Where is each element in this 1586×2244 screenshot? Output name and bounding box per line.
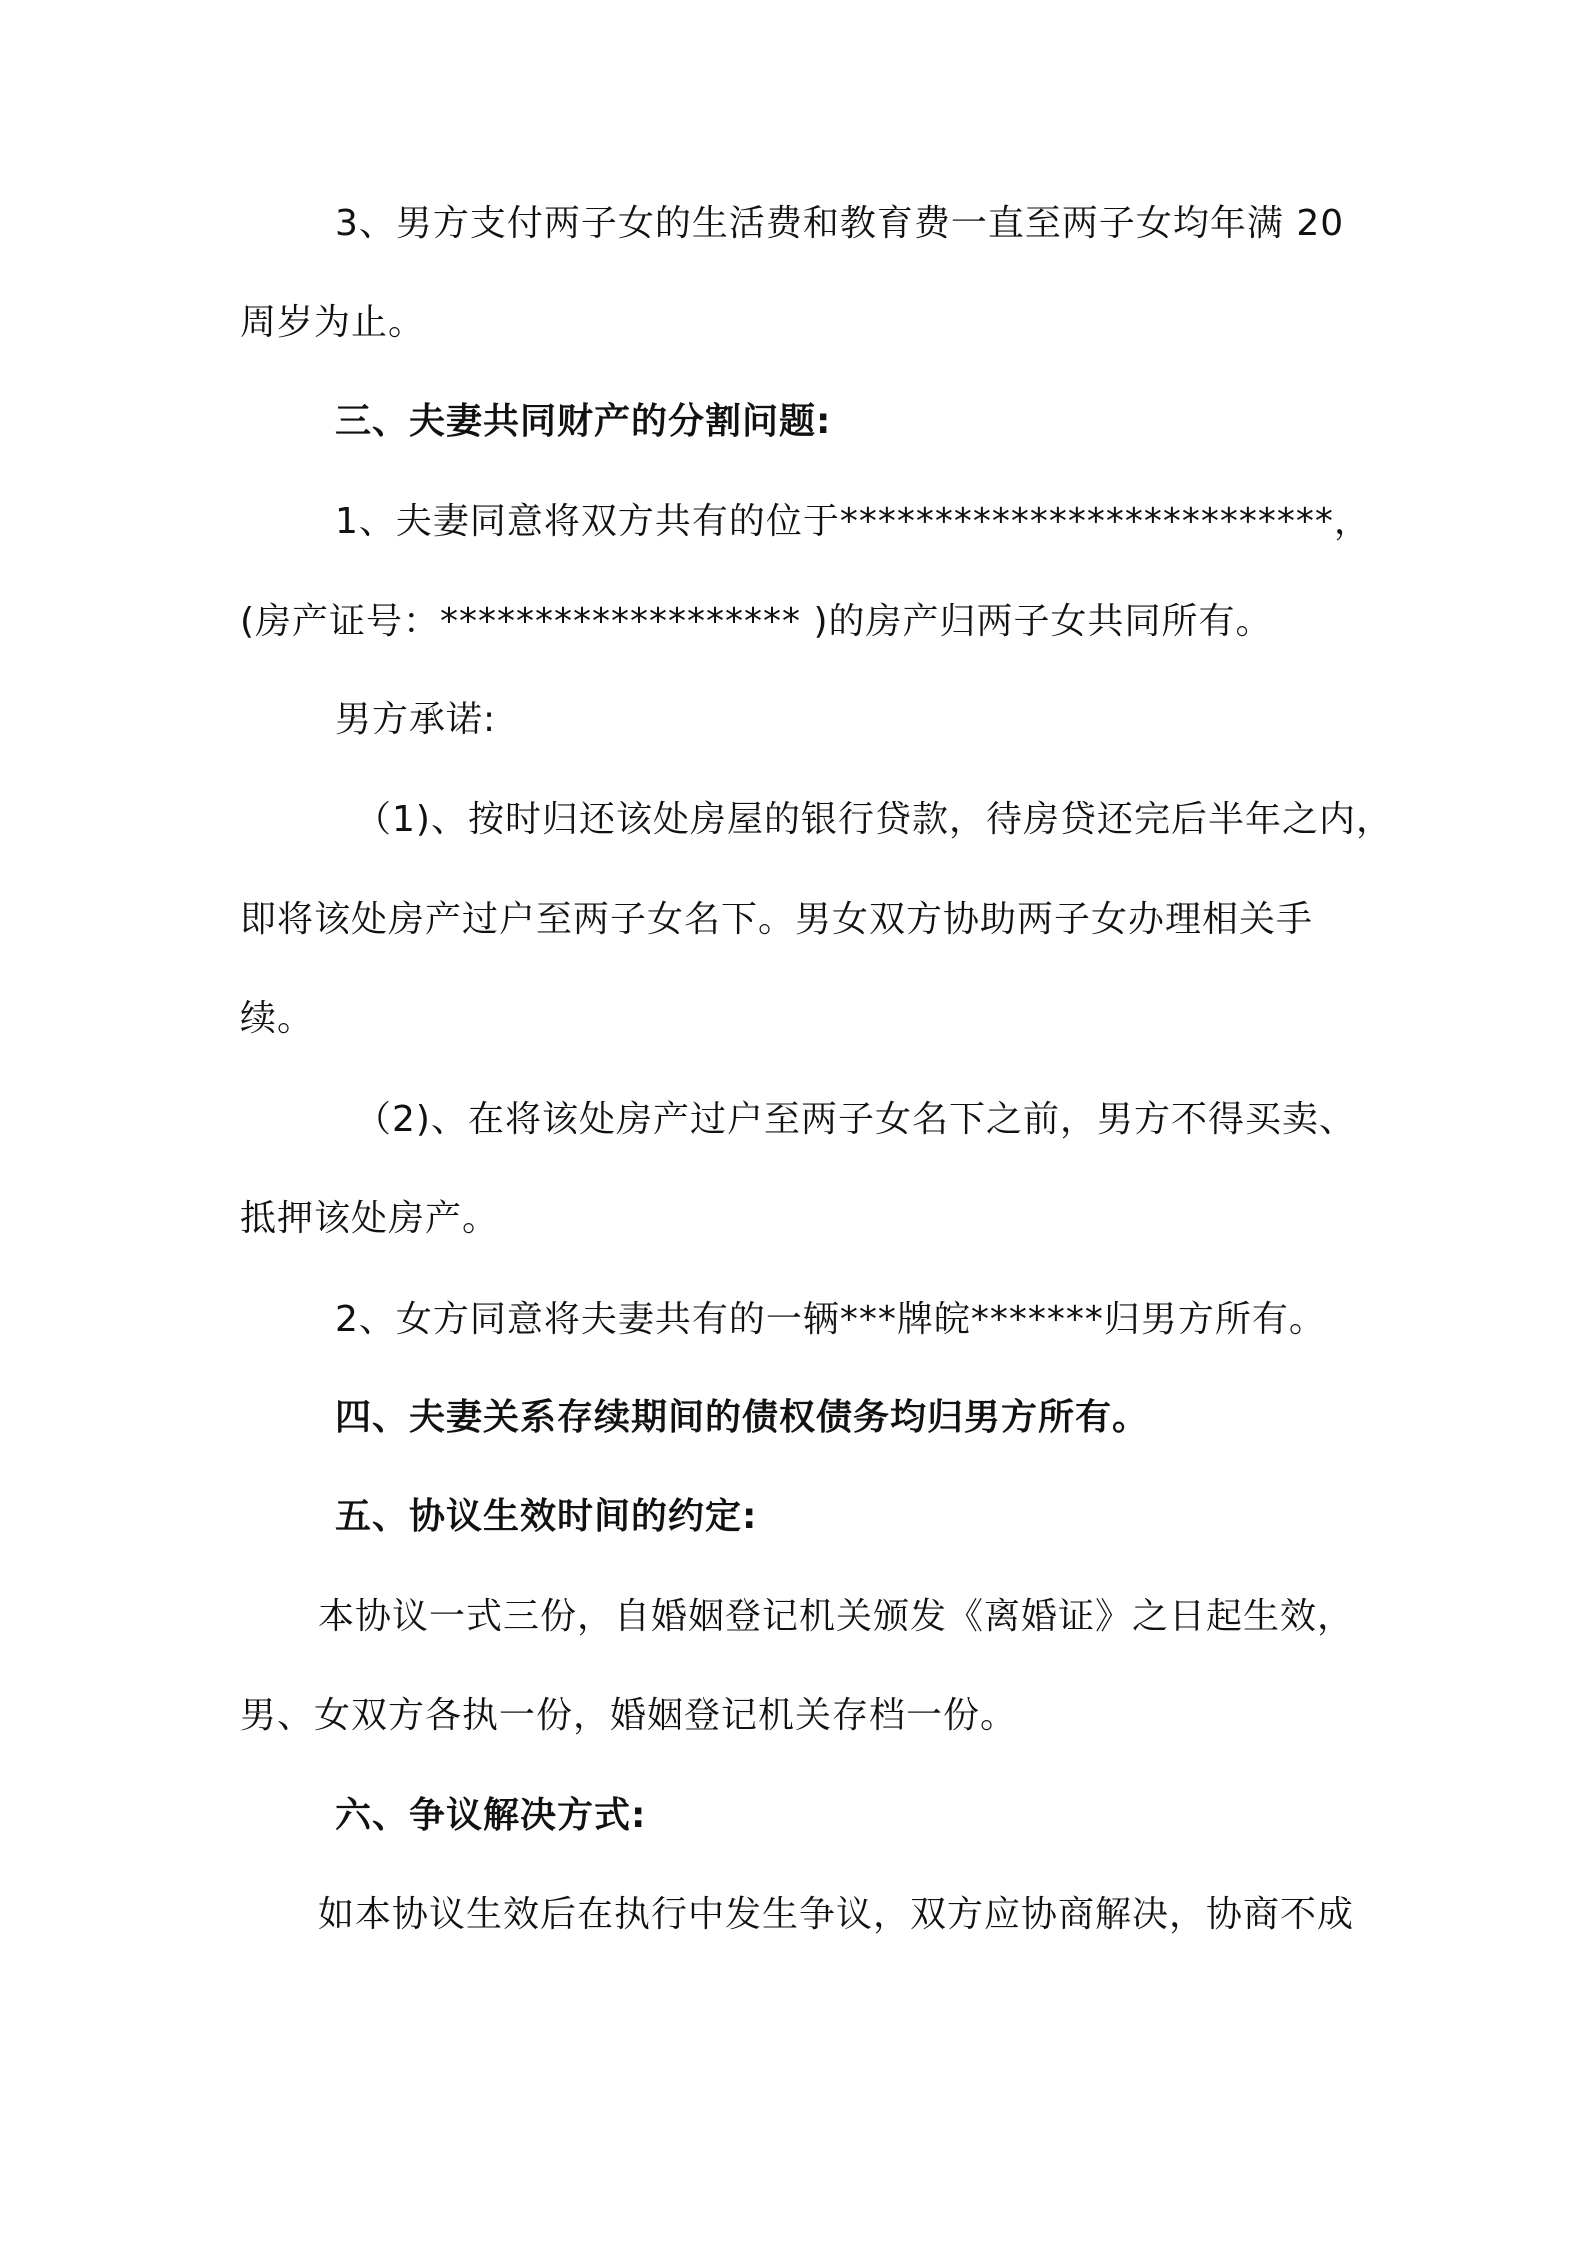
section-4-heading: 四、夫妻关系存续期间的债权债务均归男方所有。 xyxy=(335,1397,1150,1438)
promise-1-line-1: （1)、按时归还该处房屋的银行贷款，待房贷还完后半年之内， xyxy=(355,799,1393,840)
male-promise-heading: 男方承诺: xyxy=(335,699,497,740)
effective-clause-line-2: 男、女双方各执一份，婚姻登记机关存档一份。 xyxy=(240,1695,1018,1736)
promise-2-line-2: 抵押该处房产。 xyxy=(240,1198,500,1239)
effective-clause-line-1: 本协议一式三份，自婚姻登记机关颁发《离婚证》之日起生效， xyxy=(318,1596,1355,1637)
section-5-heading: 五、协议生效时间的约定: xyxy=(335,1496,758,1537)
promise-2-line-1: （2)、在将该处房产过户至两子女名下之前，男方不得买卖、 xyxy=(355,1099,1356,1140)
section-6-heading: 六、争议解决方式: xyxy=(335,1795,647,1836)
dispute-clause-line-1: 如本协议生效后在执行中发生争议，双方应协商解决，协商不成 xyxy=(318,1894,1355,1935)
property-clause-1-line-1: 1、夫妻同意将双方共有的位于**************************， xyxy=(335,501,1371,542)
promise-1-line-2: 即将该处房产过户至两子女名下。男女双方协助两子女办理相关手 xyxy=(240,899,1314,940)
section-3-heading: 三、夫妻共同财产的分割问题: xyxy=(335,401,832,442)
property-clause-1-line-2: (房产证号：******************* )的房产归两子女共同所有。 xyxy=(240,601,1273,642)
clause-3-line-1: 3、男方支付两子女的生活费和教育费一直至两子女均年满 20 xyxy=(335,203,1345,244)
property-clause-2: 2、女方同意将夫妻共有的一辆***牌皖*******归男方所有。 xyxy=(335,1299,1326,1340)
clause-3-line-2: 周岁为止。 xyxy=(240,302,426,343)
promise-1-line-3: 续。 xyxy=(240,998,315,1039)
